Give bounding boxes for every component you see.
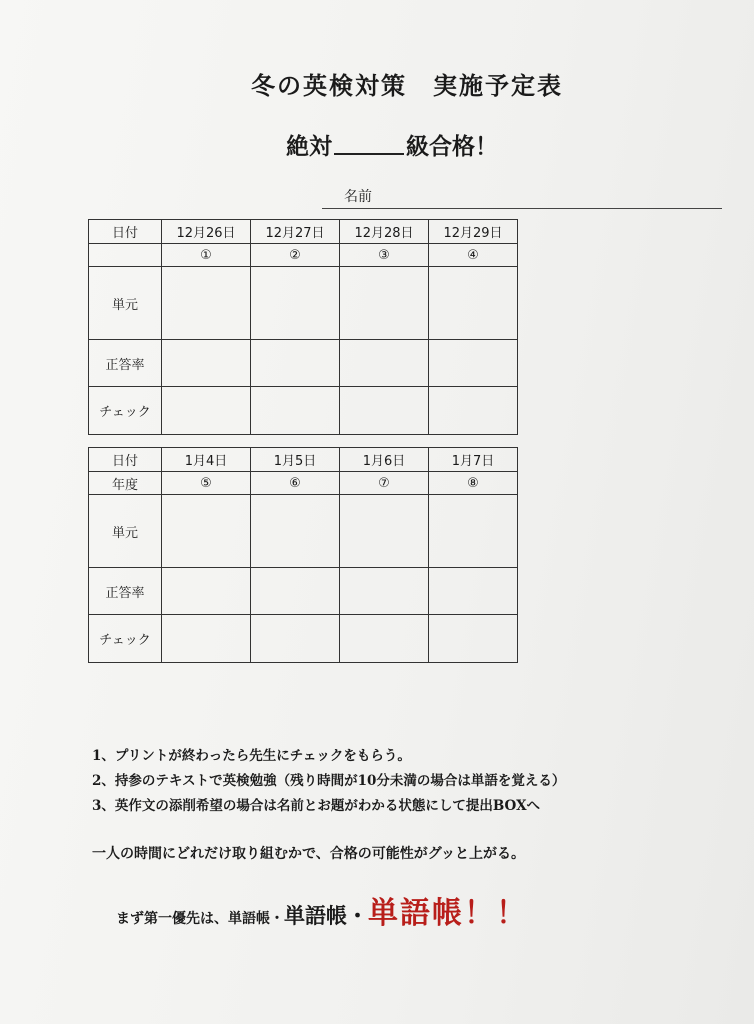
instruction-item: 3、英作文の添削希望の場合は名前とお題がわかる状態にして提出BOXへ	[92, 798, 541, 814]
session-number: ⑧	[429, 472, 518, 495]
unit-cell[interactable]	[340, 267, 429, 340]
date-cell: 1月5日	[251, 448, 340, 472]
table-row	[89, 495, 518, 568]
date-cell: 1月4日	[162, 448, 251, 472]
session-number: ⑥	[251, 472, 340, 495]
priority-line	[116, 888, 528, 932]
session-number: ③	[340, 244, 429, 267]
instruction-item: 2、持参のテキストで英検勉強（残り時間が10分未満の場合は単語を覚える）	[92, 773, 566, 789]
accuracy-cell[interactable]	[251, 340, 340, 387]
date-header-label: 日付	[89, 220, 162, 244]
table-row	[89, 387, 518, 435]
instructions-list	[92, 744, 565, 819]
unit-cell[interactable]	[251, 495, 340, 568]
table-row	[89, 220, 518, 244]
accuracy-cell[interactable]	[429, 568, 518, 615]
unit-cell[interactable]	[251, 267, 340, 340]
accuracy-label: 正答率	[89, 568, 162, 615]
session-number: ⑦	[340, 472, 429, 495]
year-label: 年度	[89, 472, 162, 495]
name-label: 名前	[344, 189, 372, 205]
unit-label: 単元	[89, 267, 162, 340]
motivation-line: 一人の時間にどれだけ取り組むかで、合格の可能性がグッと上がる。	[92, 846, 526, 862]
accuracy-cell[interactable]	[251, 568, 340, 615]
date-cell: 12月27日	[251, 220, 340, 244]
priority-part-3: 単語帳！！	[368, 896, 528, 931]
instruction-item: 1、プリントが終わったら先生にチェックをもらう。	[92, 748, 411, 764]
date-header-label: 日付	[89, 448, 162, 472]
table-row	[89, 472, 518, 495]
accuracy-cell[interactable]	[162, 340, 251, 387]
unit-cell[interactable]	[340, 495, 429, 568]
name-field[interactable]	[322, 186, 722, 209]
check-cell[interactable]	[340, 387, 429, 435]
number-row-label	[89, 244, 162, 267]
date-cell: 1月6日	[340, 448, 429, 472]
date-cell: 12月26日	[162, 220, 251, 244]
check-label: チェック	[89, 387, 162, 435]
accuracy-label: 正答率	[89, 340, 162, 387]
schedule-table-1	[88, 219, 518, 435]
accuracy-cell[interactable]	[429, 340, 518, 387]
table-row	[89, 267, 518, 340]
unit-label: 単元	[89, 495, 162, 568]
unit-cell[interactable]	[162, 267, 251, 340]
date-cell: 1月7日	[429, 448, 518, 472]
check-cell[interactable]	[251, 387, 340, 435]
session-number: ⑤	[162, 472, 251, 495]
accuracy-cell[interactable]	[162, 568, 251, 615]
check-cell[interactable]	[429, 387, 518, 435]
table-row	[89, 448, 518, 472]
accuracy-cell[interactable]	[340, 568, 429, 615]
check-cell[interactable]	[162, 387, 251, 435]
goal-line	[286, 128, 498, 161]
priority-part-1: まず第一優先は、単語帳・	[116, 911, 284, 927]
session-number: ①	[162, 244, 251, 267]
date-cell: 12月28日	[340, 220, 429, 244]
accuracy-cell[interactable]	[340, 340, 429, 387]
check-cell[interactable]	[429, 615, 518, 663]
goal-suffix: 級合格！	[406, 133, 498, 160]
check-cell[interactable]	[162, 615, 251, 663]
priority-part-2: 単語帳・	[284, 903, 368, 928]
unit-cell[interactable]	[429, 495, 518, 568]
check-cell[interactable]	[340, 615, 429, 663]
check-label: チェック	[89, 615, 162, 663]
date-cell: 12月29日	[429, 220, 518, 244]
session-number: ④	[429, 244, 518, 267]
unit-cell[interactable]	[162, 495, 251, 568]
table-row	[89, 340, 518, 387]
table-row	[89, 615, 518, 663]
page-title: 冬の英検対策 実施予定表	[251, 71, 563, 100]
unit-cell[interactable]	[429, 267, 518, 340]
goal-prefix: 絶対	[286, 133, 332, 160]
table-row	[89, 568, 518, 615]
table-row	[89, 244, 518, 267]
schedule-table-2	[88, 447, 518, 663]
grade-blank[interactable]	[334, 152, 404, 155]
session-number: ②	[251, 244, 340, 267]
check-cell[interactable]	[251, 615, 340, 663]
